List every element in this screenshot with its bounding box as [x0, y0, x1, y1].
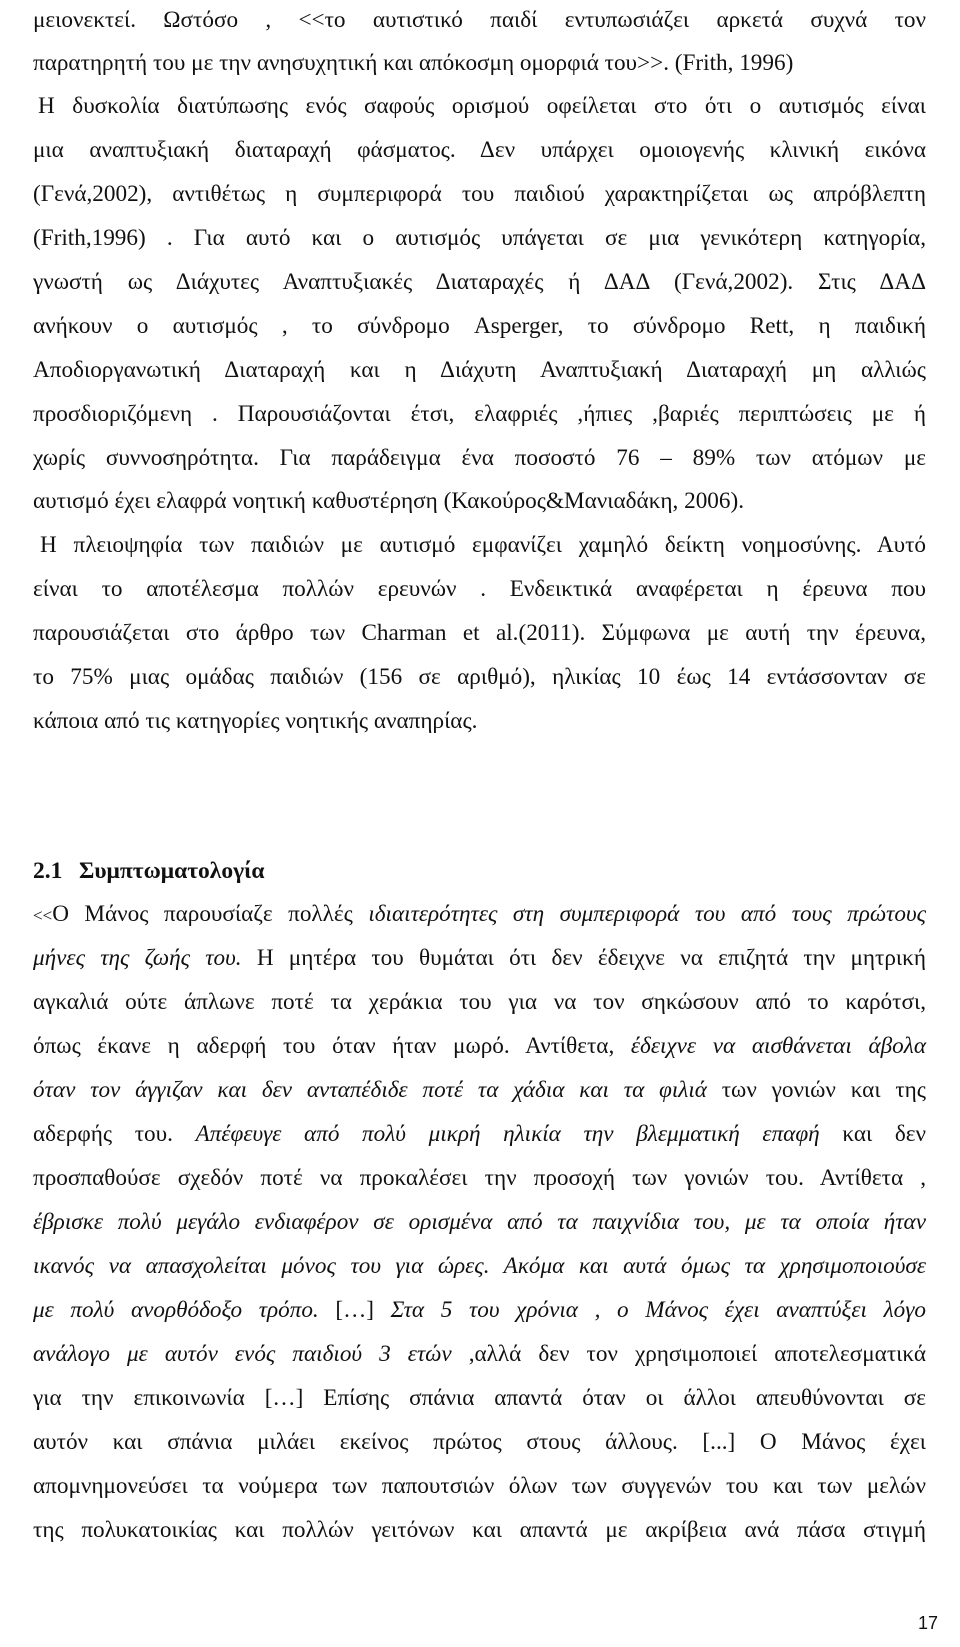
text-line: απομνημονεύσει τα νούμερα των παπουτσιών όλων των συγγενών του και των μελών — [33, 1473, 926, 1499]
text-line: Αποδιοργανωτική Διαταραχή και η Διάχυτη Αναπτυξιακή Διαταραχή μη αλλιώς — [33, 357, 926, 383]
text-line: Η πλειοψηφία των παιδιών με αυτισμό εμφανίζει χαμηλό δείκτη νοημοσύνης. Αυτό — [40, 532, 926, 558]
text-span: ,αλλά δεν τον χρησιμοποιεί αποτελεσματικά — [451, 1341, 927, 1367]
italic-span: με πολύ ανορθόδοξο τρόπο. — [33, 1297, 319, 1323]
text-line: έβρισκε πολύ μεγάλο ενδιαφέρον σε ορισμένα από τα παιχνίδια του, με τα οποία ήταν — [33, 1209, 926, 1235]
section-number: 2.1 — [33, 858, 63, 884]
italic-span: ανάλογο με αυτόν ενός παιδιού 3 ετών — [33, 1341, 452, 1367]
text-line: παρουσιάζεται στο άρθρο των Charman et al.(2011). Σύμφωνα με αυτή την έρευνα, — [33, 620, 926, 646]
text-span: και δεν — [819, 1121, 927, 1147]
italic-span: Στα 5 του χρόνια , ο Μάνος έχει αναπτύξει λόγο — [390, 1297, 926, 1323]
text-span: αδερφής του. — [33, 1121, 196, 1147]
section-heading — [33, 851, 264, 891]
text-line — [33, 1334, 926, 1374]
text-line: (Γενά,2002), αντιθέτως η συμπεριφορά του παιδιού χαρακτηρίζεται ως απρόβλεπτη — [33, 181, 926, 207]
section-title: Συμπτωματολογία — [79, 858, 265, 884]
italic-span: έδειχνε να αισθάνεται άβολα — [630, 1033, 926, 1059]
text-line: μειονεκτεί. Ωστόσο , <<το αυτιστικό παιδί εντυπωσιάζει αρκετά συχνά τον — [33, 7, 926, 33]
text-line: προσπαθούσε σχεδόν ποτέ να προκαλέσει την προσοχή των γονιών του. Αντίθετα , — [33, 1165, 926, 1191]
text-line — [33, 1026, 926, 1066]
text-line — [33, 938, 926, 978]
text-line — [33, 1114, 926, 1154]
text-line: ανήκουν ο αυτισμός , το σύνδρομο Asperger, το σύνδρομο Rett, η παιδική — [33, 313, 926, 339]
text-line: αγκαλιά ούτε άπλωνε ποτέ τα χεράκια του για να τον σηκώσουν από το καρότσι, — [33, 989, 926, 1015]
text-line: αυτόν και σπάνια μιλάει εκείνος πρώτος στους άλλους. [...] Ο Μάνος έχει — [33, 1429, 926, 1455]
text-line — [33, 894, 926, 934]
text-span: όπως έκανε η αδερφή του όταν ήταν μωρό. Αντίθετα, — [33, 1033, 631, 1059]
text-line: παρατηρητή του με την ανησυχητική και απόκοσμη ομορφιά του>>. (Frith, 1996) — [33, 50, 794, 76]
text-line: προσδιοριζόμενη . Παρουσιάζονται έτσι, ελαφριές ,ήπιες ,βαριές περιπτώσεις με ή — [33, 401, 926, 427]
text-span: Ο Μάνος παρουσίαζε πολλές — [52, 901, 369, 927]
text-line: της πολυκατοικίας και πολλών γειτόνων και απαντά με ακρίβεια ανά πάσα στιγμή — [33, 1517, 926, 1543]
page-number: 17 — [917, 1613, 938, 1633]
italic-span: Απέφευγε από πολύ μικρή ηλικία την βλεμματική επαφή — [195, 1121, 820, 1147]
text-line — [33, 1070, 926, 1110]
text-line — [33, 1290, 926, 1330]
text-line: αυτισμό έχει ελαφρά νοητική καθυστέρηση (Κακούρος&Μανιαδάκη, 2006). — [33, 488, 744, 514]
text-span: των γονιών και της — [706, 1077, 926, 1103]
text-span: […] — [318, 1297, 391, 1323]
text-line: Η δυσκολία διατύπωσης ενός σαφούς ορισμού οφείλεται στο ότι ο αυτισμός είναι — [38, 93, 926, 119]
text-line: (Frith,1996) . Για αυτό και ο αυτισμός υπάγεται σε μια γενικότερη κατηγορία, — [33, 225, 926, 251]
italic-span: όταν τον άγγιζαν και δεν ανταπέδιδε ποτέ τα χάδια και τα φιλιά — [33, 1077, 707, 1103]
text-line: μια αναπτυξιακή διαταραχή φάσματος. Δεν υπάρχει ομοιογενής κλινική εικόνα — [33, 137, 926, 163]
italic-span: μήνες της ζωής του. — [33, 945, 242, 971]
italic-span: ιδιαιτερότητες στη συμπεριφορά του από τους πρώτους — [368, 901, 926, 927]
text-line: το 75% μιας ομάδας παιδιών (156 σε αριθμό), ηλικίας 10 έως 14 εντάσσονταν σε — [33, 664, 926, 690]
text-line: χωρίς συννοσηρότητα. Για παράδειγμα ένα ποσοστό 76 – 89% των ατόμων με — [33, 445, 926, 471]
text-line: κάποια από τις κατηγορίες νοητικής αναπηρίας. — [33, 708, 478, 734]
text-line: για την επικοινωνία […] Επίσης σπάνια απαντά όταν οι άλλοι απευθύνονται σε — [33, 1385, 926, 1411]
text-line: είναι το αποτέλεσμα πολλών ερευνών . Ενδεικτικά αναφέρεται η έρευνα που — [33, 576, 926, 602]
quote-open-mark: << — [33, 906, 53, 925]
text-line: γνωστή ως Διάχυτες Αναπτυξιακές Διαταραχές ή ΔΑΔ (Γενά,2002). Στις ΔΑΔ — [33, 269, 926, 295]
text-span: Η μητέρα του θυμάται ότι δεν έδειχνε να επιζητά την μητρική — [241, 945, 926, 971]
text-line: ικανός να απασχολείται μόνος του για ώρες. Ακόμα και αυτά όμως τα χρησιμοποιούσε — [33, 1253, 926, 1279]
